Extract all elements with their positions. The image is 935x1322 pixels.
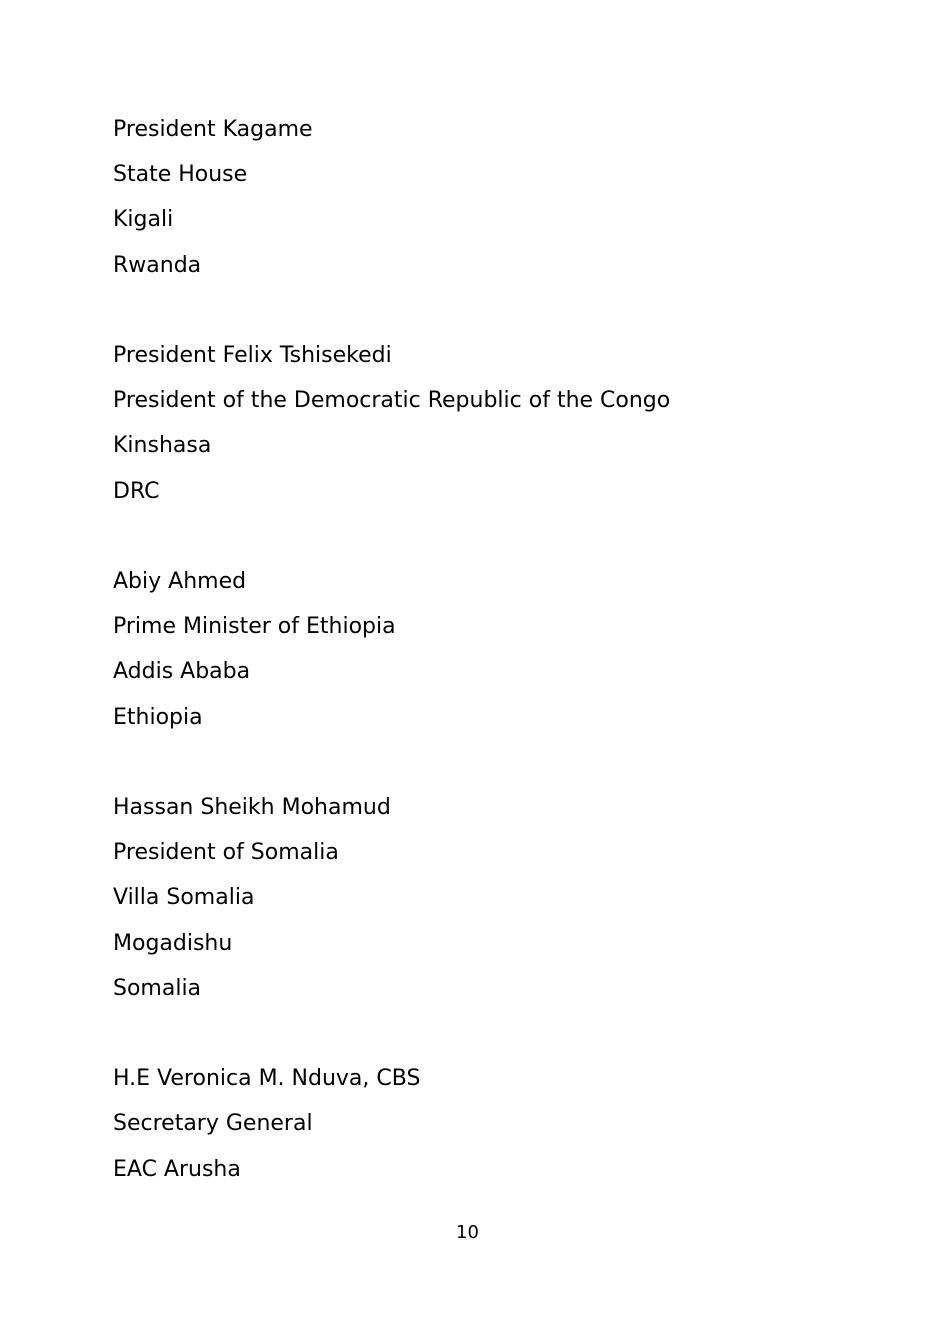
address-block-tshisekedi — [113, 333, 895, 514]
page-footer — [0, 1222, 935, 1244]
address-block-nduva — [113, 1056, 895, 1192]
address-line: Secretary General — [113, 1111, 313, 1137]
address-line: President of Somalia — [113, 840, 339, 866]
address-line: Somalia — [113, 975, 202, 1001]
address-line: President Felix Tshisekedi — [113, 343, 392, 368]
address-line: Mogadishu — [113, 930, 233, 956]
address-line: Kinshasa — [113, 433, 212, 459]
address-line: Rwanda — [113, 252, 202, 278]
address-line: Villa Somalia — [113, 885, 255, 911]
address-block-mohamud — [113, 785, 895, 1011]
address-line: Hassan Sheikh Mohamud — [113, 795, 391, 820]
address-line: Addis Ababa — [113, 659, 251, 685]
address-line: DRC — [113, 478, 160, 504]
page-number: 10 — [456, 1222, 479, 1243]
address-line: Prime Minister of Ethiopia — [113, 614, 396, 640]
address-line: H.E Veronica M. Nduva, CBS — [113, 1066, 421, 1092]
address-line: President Kagame — [113, 117, 313, 142]
address-line: Ethiopia — [113, 704, 203, 730]
address-line: Abiy Ahmed — [113, 569, 247, 594]
address-line: State House — [113, 162, 248, 188]
address-block-kagame — [113, 107, 895, 288]
document-body — [113, 107, 895, 1192]
address-line: President of the Democratic Republic of the Congo — [113, 388, 671, 414]
address-line: Kigali — [113, 207, 174, 233]
address-line: EAC Arusha — [113, 1156, 241, 1182]
address-block-abiy — [113, 559, 895, 740]
